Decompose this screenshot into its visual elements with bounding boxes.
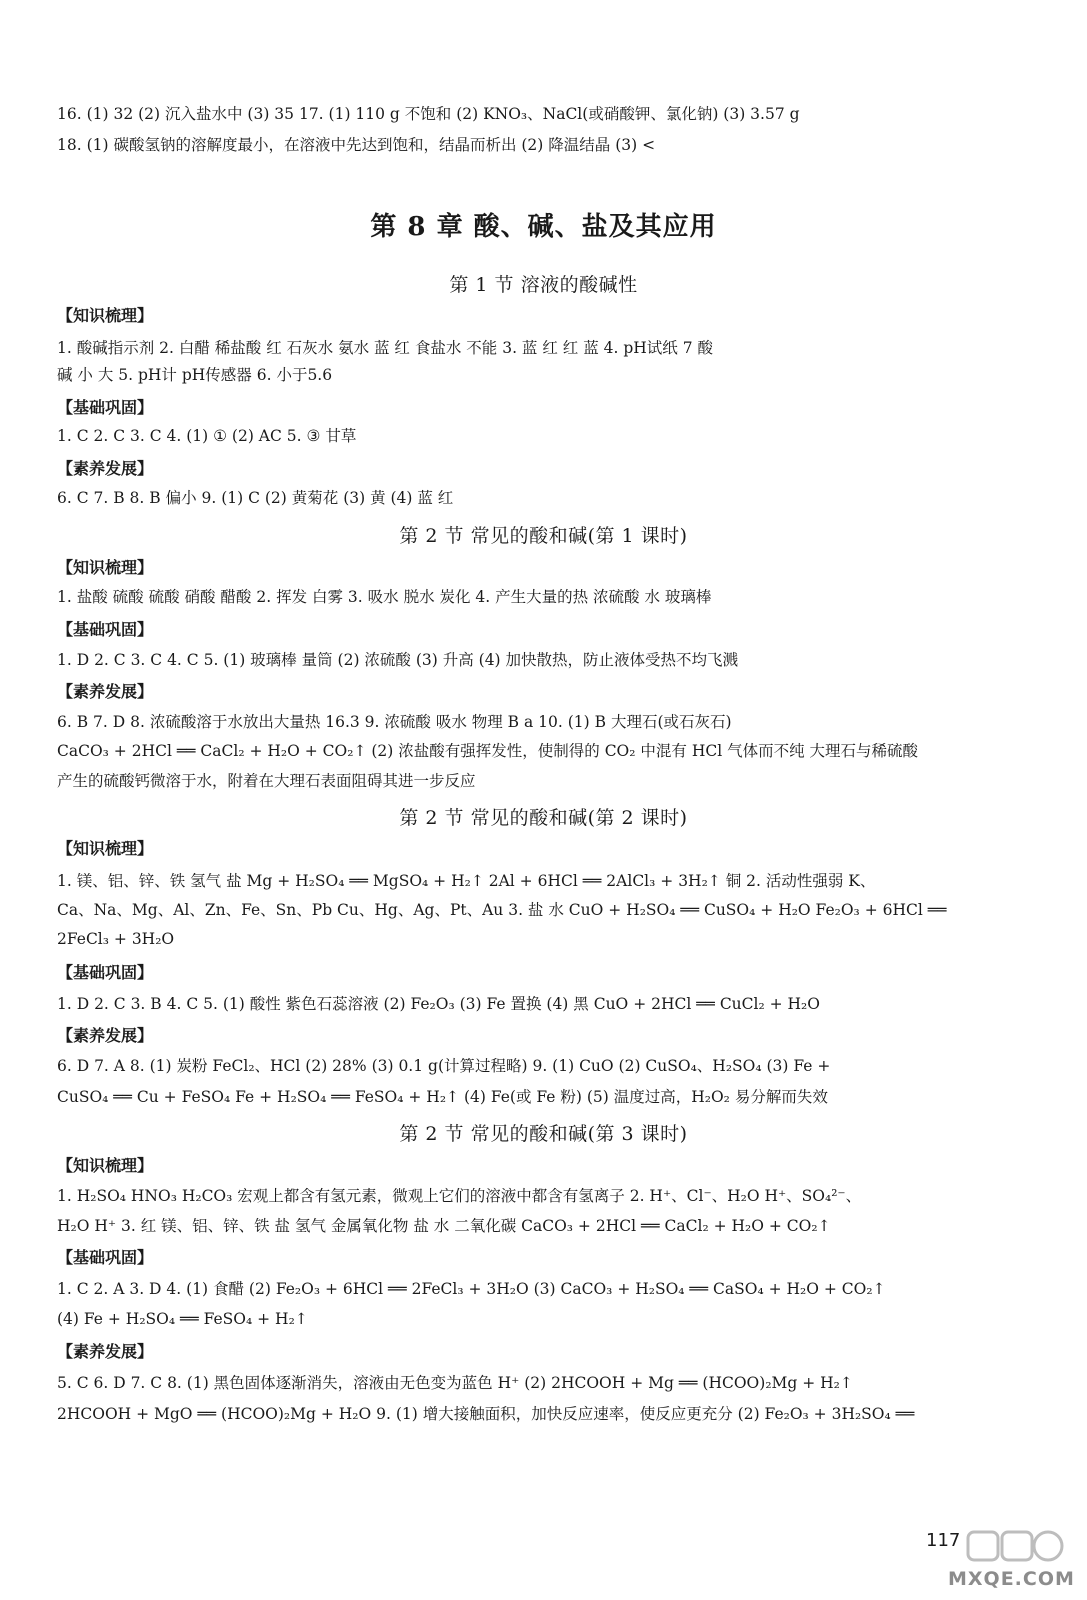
answer-line: 1. C 2. C 3. C 4. (1) ① (2) AC 5. ③ 甘草 [57, 427, 357, 445]
block-heading: 【素养发展】 [57, 459, 154, 478]
block-heading: 【基础巩固】 [57, 398, 154, 417]
answer-line-16-17: 16. (1) 32 (2) 沉入盐水中 (3) 35 17. (1) 110 g 不饱和 (2) KNO₃、NaCl(或硝酸钾、氯化钠) (3) 3.57 g [57, 105, 800, 123]
block-heading: 【素养发展】 [57, 682, 154, 701]
section-title: 第 2 节 常见的酸和碱(第 2 课时) [399, 807, 688, 829]
block-heading: 【素养发展】 [57, 1026, 154, 1045]
block-heading: 【知识梳理】 [57, 306, 154, 325]
section-title: 第 2 节 常见的酸和碱(第 3 课时) [399, 1123, 688, 1145]
answer-line: CaCO₃ + 2HCl ══ CaCl₂ + H₂O + CO₂↑ (2) 浓盐酸有强挥发性，使制得的 CO₂ 中混有 HCl 气体而不纯 大理石与稀硫酸 [57, 742, 919, 760]
block-heading: 【基础巩固】 [57, 620, 154, 639]
block-heading: 【知识梳理】 [57, 1156, 154, 1175]
answer-line: 6. D 7. A 8. (1) 炭粉 FeCl₂、HCl (2) 28% (3) 0.1 g(计算过程略) 9. (1) CuO (2) CuSO₄、H₂SO₄ (3) Fe + [57, 1057, 831, 1075]
chapter-title: 第 8 章 酸、碱、盐及其应用 [370, 212, 717, 242]
answer-line: H₂O H⁺ 3. 红 镁、铝、锌、铁 盐 氢气 金属氧化物 盐 水 二氧化碳 CaCO₃ + 2HCl ══ CaCl₂ + H₂O + CO₂↑ [57, 1217, 831, 1235]
answer-line: (4) Fe + H₂SO₄ ══ FeSO₄ + H₂↑ [57, 1310, 308, 1328]
answer-line: 6. B 7. D 8. 浓硫酸溶于水放出大量热 16.3 9. 浓硫酸 吸水 物理 B a 10. (1) B 大理石(或石灰石) [57, 713, 732, 731]
answer-line: 6. C 7. B 8. B 偏小 9. (1) C (2) 黄菊花 (3) 黄 (4) 蓝 红 [57, 489, 454, 507]
page-number: 117 [926, 1530, 961, 1551]
answer-line: 1. 镁、铝、锌、铁 氢气 盐 Mg + H₂SO₄ ══ MgSO₄ + H₂↑ 2Al + 6HCl ══ 2AlCl₃ + 3H₂↑ 铜 2. 活动性强弱 K、 [57, 872, 876, 890]
answer-line-18: 18. (1) 碳酸氢钠的溶解度最小，在溶液中先达到饱和，结晶而析出 (2) 降温结晶 (3) < [57, 136, 656, 154]
answer-line: 1. 盐酸 硫酸 硫酸 硝酸 醋酸 2. 挥发 白雾 3. 吸水 脱水 炭化 4. 产生大量的热 浓硫酸 水 玻璃棒 [57, 588, 712, 606]
section-title: 第 1 节 溶液的酸碱性 [449, 274, 638, 296]
answer-line: 1. 酸碱指示剂 2. 白醋 稀盐酸 红 石灰水 氨水 蓝 红 食盐水 不能 3. 蓝 红 红 蓝 4. pH试纸 7 酸 [57, 339, 713, 357]
answer-line: Ca、Na、Mg、Al、Zn、Fe、Sn、Pb Cu、Hg、Ag、Pt、Au 3. 盐 水 CuO + H₂SO₄ ══ CuSO₄ + H₂O Fe₂O₃ + 6HCl ══ [57, 901, 947, 919]
block-heading: 【基础巩固】 [57, 1248, 154, 1267]
answer-line: CuSO₄ ══ Cu + FeSO₄ Fe + H₂SO₄ ══ FeSO₄ + H₂↑ (4) Fe(或 Fe 粉) (5) 温度过高，H₂O₂ 易分解而失效 [57, 1088, 828, 1106]
answer-line: 1. D 2. C 3. B 4. C 5. (1) 酸性 紫色石蕊溶液 (2) Fe₂O₃ (3) Fe 置换 (4) 黑 CuO + 2HCl ══ CuCl₂ + H₂O [57, 995, 820, 1013]
answer-line: 碱 小 大 5. pH计 pH传感器 6. 小于5.6 [57, 366, 333, 384]
answer-line: 2HCOOH + MgO ══ (HCOO)₂Mg + H₂O 9. (1) 增大接触面积，加快反应速率，使反应更充分 (2) Fe₂O₃ + 3H₂SO₄ ══ [57, 1405, 915, 1423]
answer-line: 1. D 2. C 3. C 4. C 5. (1) 玻璃棒 量筒 (2) 浓硫酸 (3) 升高 (4) 加快散热，防止液体受热不均飞溅 [57, 651, 739, 669]
answer-line: 5. C 6. D 7. C 8. (1) 黑色固体逐渐消失，溶液由无色变为蓝色 H⁺ (2) 2HCOOH + Mg ══ (HCOO)₂Mg + H₂↑ [57, 1374, 853, 1392]
section-title: 第 2 节 常见的酸和碱(第 1 课时) [399, 525, 688, 547]
watermark-text: MXQE.COM [948, 1568, 1075, 1590]
block-heading: 【知识梳理】 [57, 839, 154, 858]
answer-line: 产生的硫酸钙微溶于水，附着在大理石表面阻碍其进一步反应 [57, 772, 476, 790]
answer-line: 2FeCl₃ + 3H₂O [57, 930, 175, 948]
block-heading: 【素养发展】 [57, 1342, 154, 1361]
block-heading: 【基础巩固】 [57, 963, 154, 982]
answer-line: 1. H₂SO₄ HNO₃ H₂CO₃ 宏观上都含有氢元素，微观上它们的溶液中都含有氢离子 2. H⁺、Cl⁻、H₂O H⁺、SO₄²⁻、 [57, 1187, 862, 1205]
answer-line: 1. C 2. A 3. D 4. (1) 食醋 (2) Fe₂O₃ + 6HCl ══ 2FeCl₃ + 3H₂O (3) CaCO₃ + H₂SO₄ ══ CaSO₄ + H₂O + CO₂↑ [57, 1280, 886, 1298]
block-heading: 【知识梳理】 [57, 558, 154, 577]
